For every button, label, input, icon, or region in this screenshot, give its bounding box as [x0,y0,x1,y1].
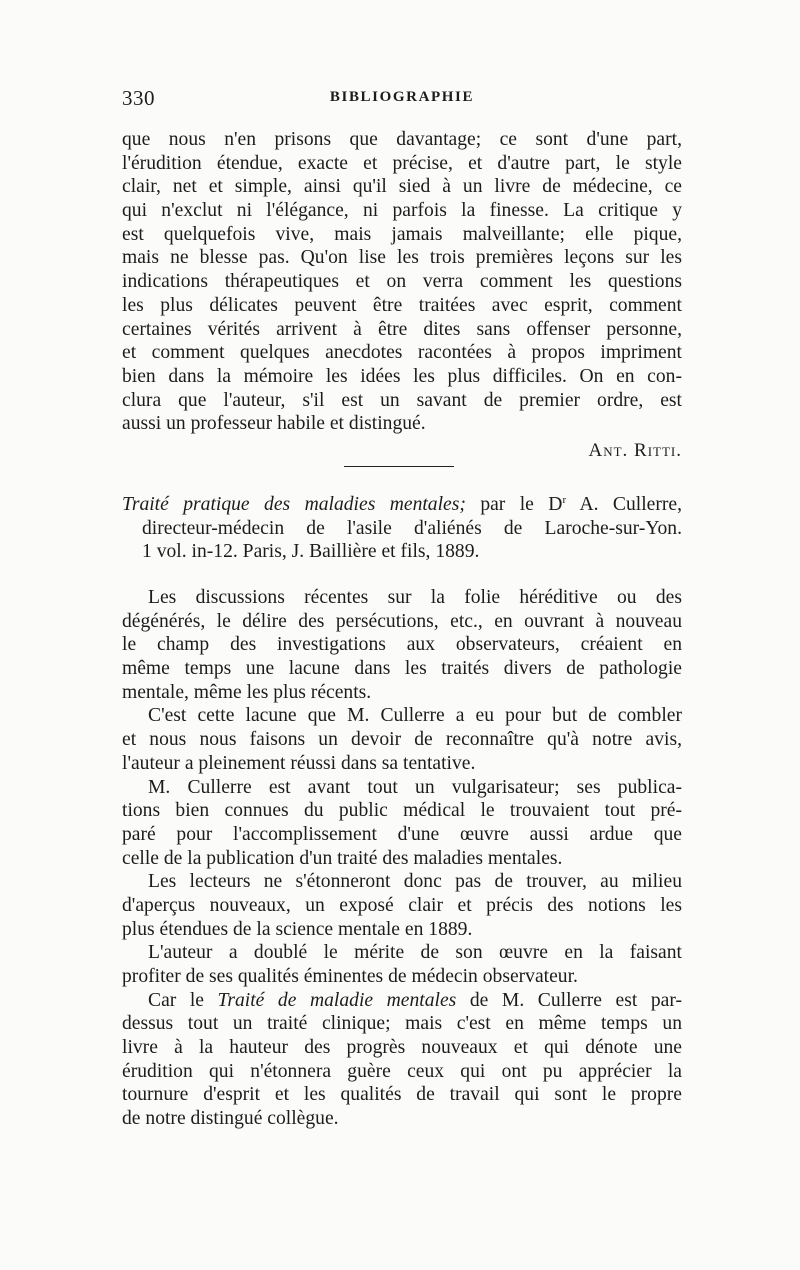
book-title: Traité pratique des maladies mentales; [122,494,466,515]
text-line: paré pour l'accomplissement d'une œuvre aussi ardue que [122,823,682,845]
text-line: d'aperçus nouveaux, un exposé clair et précis des notions les [122,894,682,916]
car-le-suffix: de M. Cullerre est par- [456,989,682,1011]
citation-author-prefix: par le D [465,494,563,515]
review-intro-paragraph [122,128,682,436]
text-line: certaines vérités arrivent à être dites sans offenser personne, [122,318,682,340]
book-citation [122,493,682,564]
book-title-italic: Traité de maladie mentales [217,989,457,1011]
text-line: clair, net et simple, ainsi qu'il sied à un livre de médecine, ce [122,176,682,198]
car-le-prefix: Car le [148,989,218,1011]
text-line: livre à la hauteur des progrès nouveaux et qui dénote une [122,1037,682,1059]
text-line: mentale, même les plus récents. [122,681,372,703]
text-line: clura que l'auteur, s'il est un savant de premier ordre, est [122,389,682,411]
text-line: aussi un professeur habile et distingué. [122,413,426,435]
text-line: bien dans la mémoire les idées les plus difficiles. On en con- [122,365,682,387]
text-line: Les discussions récentes sur la folie héréditive ou des [148,587,682,608]
text-line: M. Cullerre est avant tout un vulgarisateur; ses publica- [148,776,682,798]
text-line: tournure d'esprit et les qualités de travail qui sont le propre [122,1084,682,1106]
text-line: tions bien connues du public médical le trouvaient tout pré- [122,800,682,822]
text-line: l'érudition étendue, exacte et précise, et d'autre part, le style [122,152,682,174]
doctor-superscript: r [562,494,567,506]
text-line: l'auteur a pleinement réussi dans sa tentative. [122,752,476,774]
running-title: BIBLIOGRAPHIE [329,89,475,105]
author-signature: Ant. Ritti. [588,440,682,461]
text-line: dégénérés, le délire des persécutions, etc., en ouvrant à nouveau [122,610,682,632]
text-line: le champ des investigations aux observateurs, créaient en [122,634,682,656]
citation-author-name: A. Cullerre, [566,494,683,515]
text-line: indications thérapeutiques et on verra comment les questions [122,271,682,293]
text-line: et comment quelques anecdotes racontées à propos impriment [122,342,682,364]
text-line: de notre distingué collègue. [122,1108,339,1130]
citation-line-3: 1 vol. in-12. Paris, J. Baillière et fils, 1889. [142,541,480,563]
page-header [122,86,682,116]
text-line: même temps une lacune dans les traités divers de pathologie [122,658,682,680]
text-line: mais ne blesse pas. Qu'on lise les trois premières leçons sur les [122,247,682,269]
text-line: érudition qui n'étonnera guère ceux qui ont pu apprécier la [122,1060,682,1082]
text-line: dessus tout un traité clinique; mais c'est en même temps un [122,1013,682,1035]
text-line: celle de la publication d'un traité des maladies mentales. [122,847,563,869]
text-line: Les lecteurs ne s'étonneront donc pas de trouver, au milieu [148,871,682,893]
review-body [122,586,682,1131]
citation-line-1 [122,493,682,517]
text-line: et nous nous faisons un devoir de reconnaître qu'à notre avis, [122,729,682,751]
citation-line-2: directeur-médecin de l'asile d'aliénés de Laroche-sur-Yon. [142,517,682,539]
text-line: profiter de ses qualités éminentes de médecin observateur. [122,966,578,987]
text-line: plus étendues de la science mentale en 1889. [122,918,473,940]
text-line: les plus délicates peuvent être traitées avec esprit, comment [122,294,682,316]
text-line-car-le [122,989,682,1013]
page-number: 330 [122,86,155,110]
text-line: que nous n'en prisons que davantage; ce sont d'une part, [122,129,682,150]
section-divider [344,466,454,467]
text-line: qui n'exclut ni l'élégance, ni parfois la finesse. La critique y [122,200,682,222]
text-line: est quelquefois vive, mais jamais malveillante; elle pique, [122,223,682,245]
text-line: C'est cette lacune que M. Cullerre a eu pour but de combler [148,705,682,727]
text-line: L'auteur a doublé le mérite de son œuvre en la faisant [148,942,682,964]
